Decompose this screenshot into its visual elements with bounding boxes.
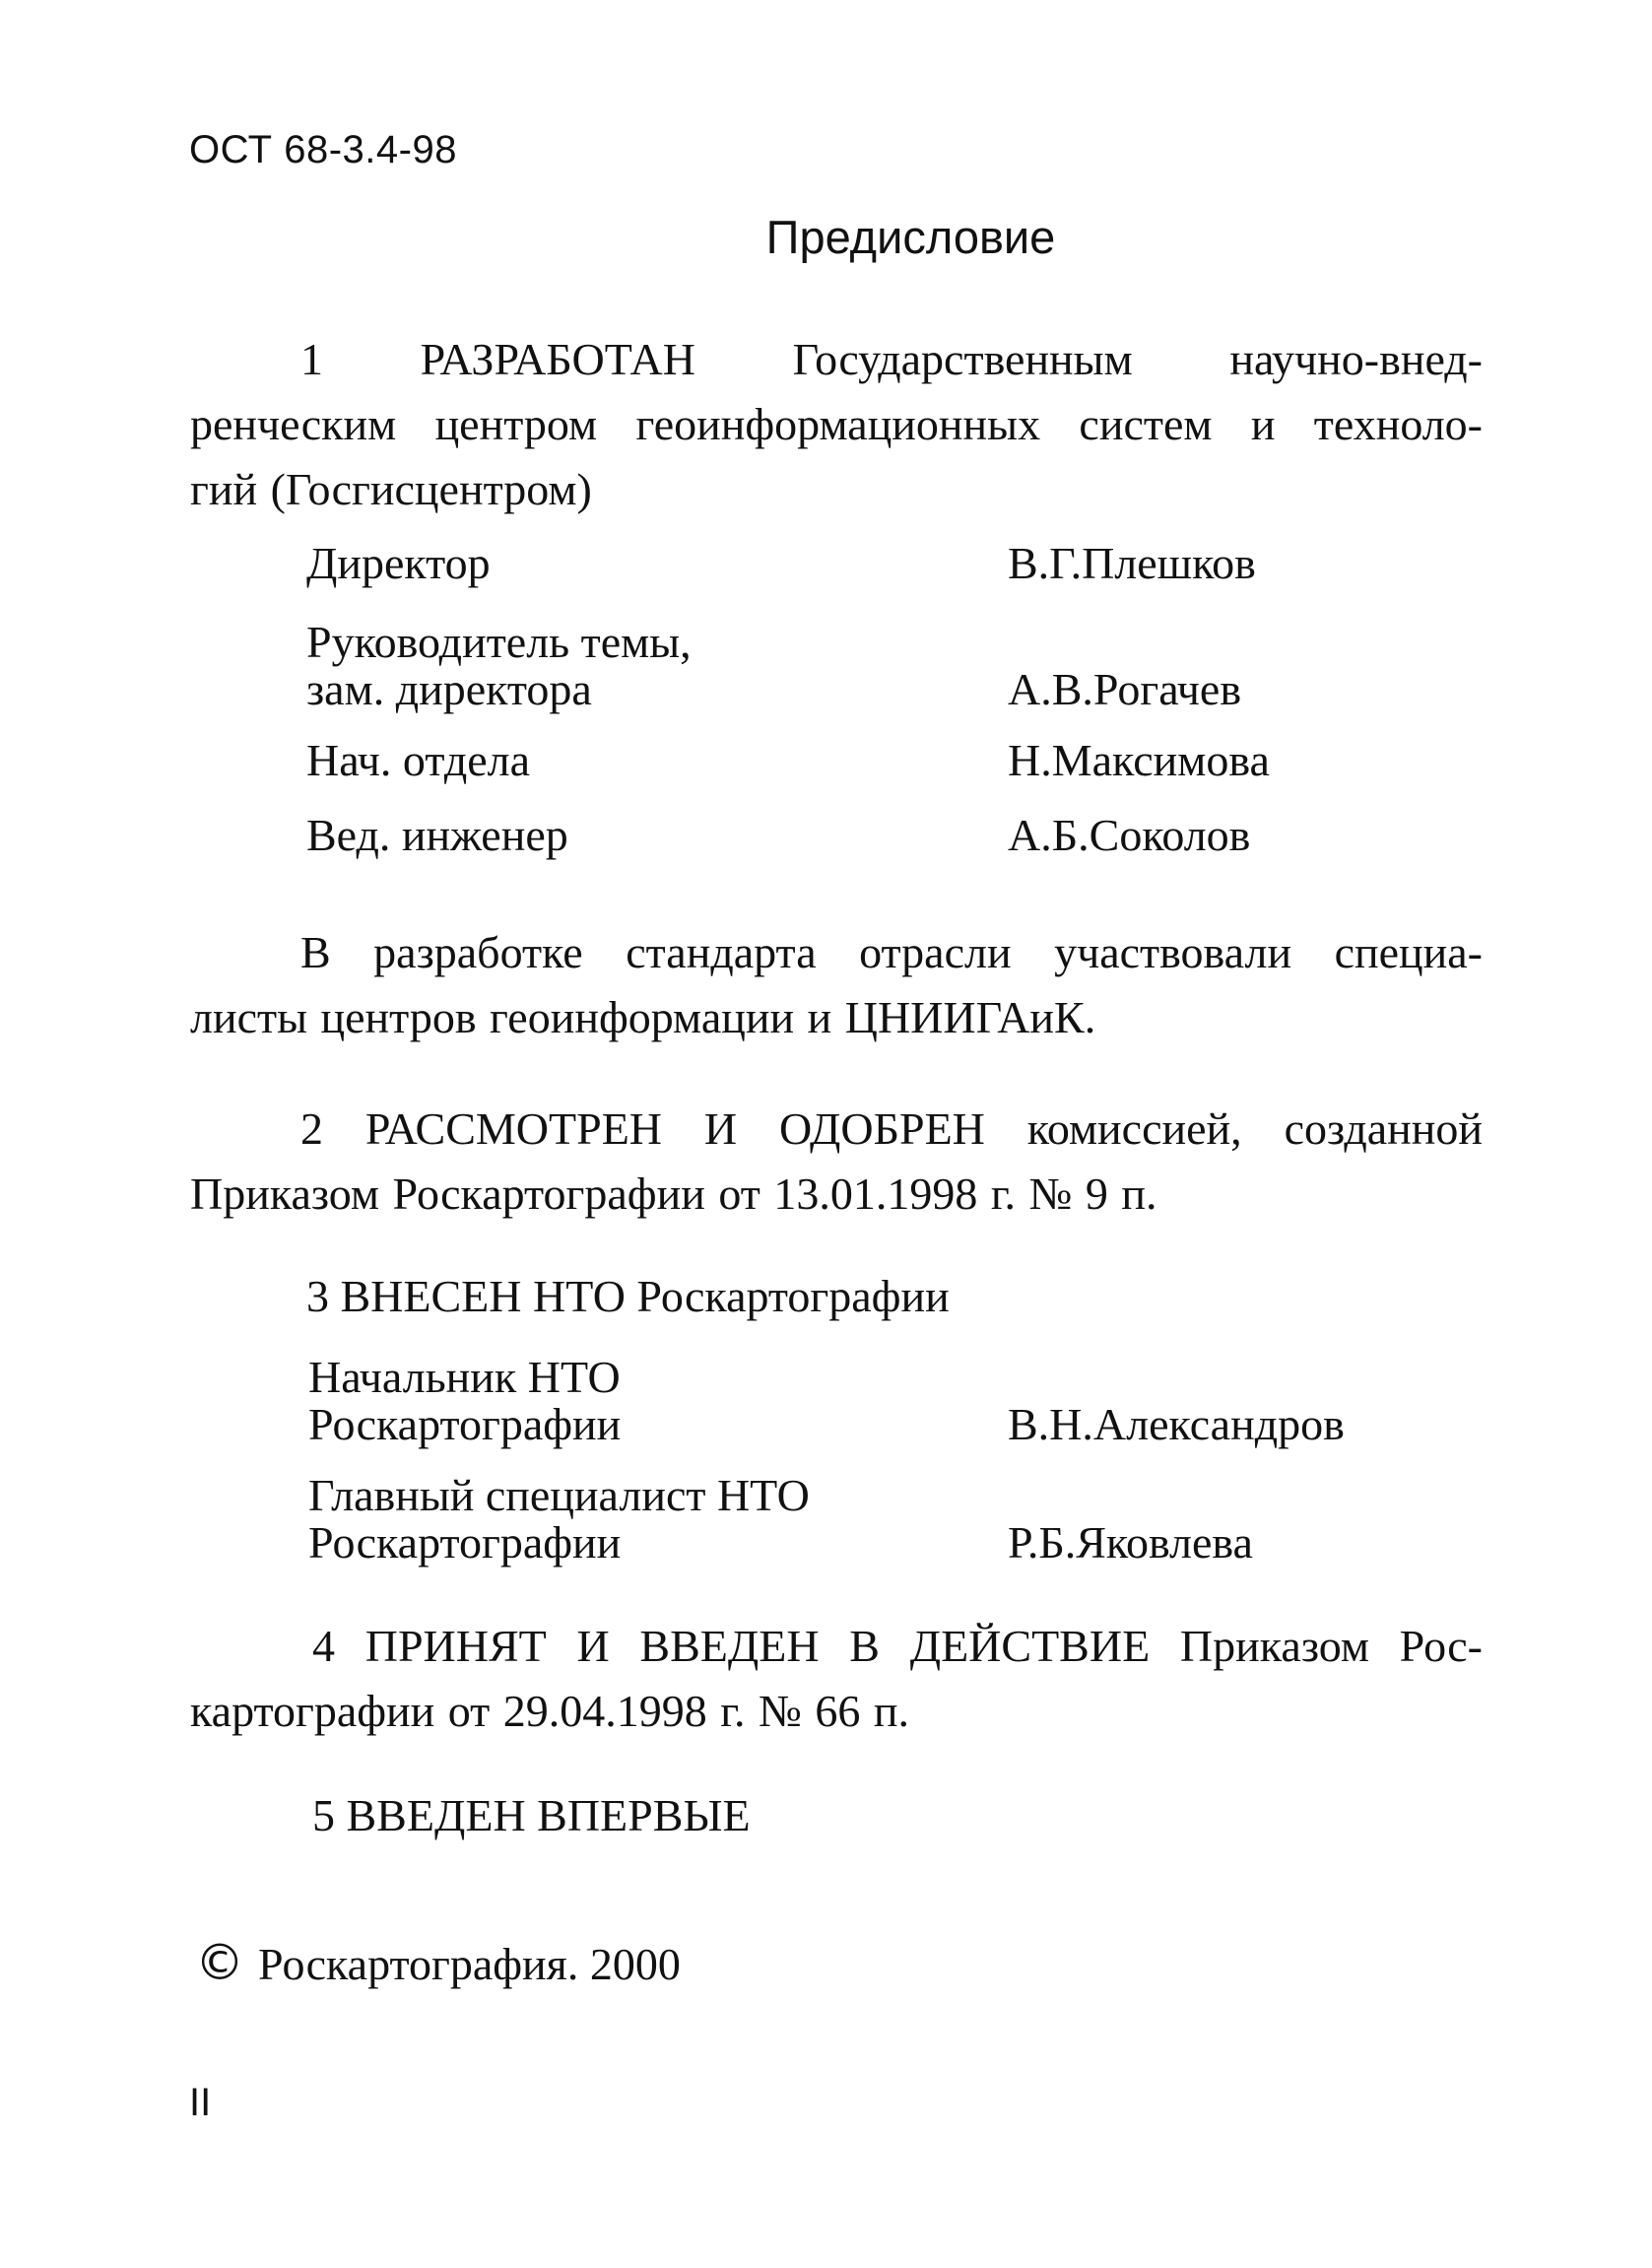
copyright-icon: © <box>195 1934 244 1991</box>
staff-role-theme-lead-line-2: зам. директора <box>306 664 592 714</box>
section-5-heading: 5 ВВЕДЕН ВПЕРВЫЕ <box>312 1790 751 1840</box>
staff-role-director: Директор <box>306 538 491 588</box>
section-2-line-2: Приказом Роскартографии от 13.01.1998 г. № 9 п. <box>190 1168 1157 1219</box>
staff-name-chief-specialist: Р.Б.Яковлева <box>1008 1517 1253 1568</box>
page-number: II <box>189 2081 212 2124</box>
staff-name-nto-head: В.Н.Александров <box>1008 1399 1345 1449</box>
staff-role-chief-specialist-line-1: Главный специалист НТО <box>308 1470 810 1520</box>
copyright-text: Роскартография. 2000 <box>258 1939 681 1989</box>
staff-role-lead-engineer: Вед. инженер <box>306 810 568 860</box>
staff-name-department-head: Н.Максимова <box>1008 735 1270 785</box>
document-code: ОСТ 68-3.4-98 <box>189 128 457 171</box>
section-3-heading: 3 ВНЕСЕН НТО Роскартографии <box>306 1271 950 1321</box>
section-1-line-1: 1 РАЗРАБОТАН Государственным научно-внед- <box>300 334 1483 384</box>
staff-role-department-head: Нач. отдела <box>306 735 531 785</box>
section-4-line-2: картографии от 29.04.1998 г. № 66 п. <box>190 1686 909 1736</box>
staff-name-director: В.Г.Плешков <box>1008 538 1256 588</box>
copyright-notice <box>195 1935 681 1992</box>
section-4-line-1: 4 ПРИНЯТ И ВВЕДЕН В ДЕЙСТВИЕ Приказом Рос- <box>312 1621 1483 1671</box>
staff-name-lead-engineer: А.Б.Соколов <box>1008 810 1251 860</box>
participants-line-2: листы центров геоинформации и ЦНИИГАиК. <box>190 992 1096 1042</box>
section-1-paragraph <box>190 327 1483 522</box>
participants-line-1: В разработке стандарта отрасли участвовали специа- <box>300 927 1483 977</box>
page-title: Предисловие <box>765 211 1056 263</box>
section-2-paragraph <box>190 1097 1483 1227</box>
staff-name-theme-lead: А.В.Рогачев <box>1008 664 1242 714</box>
section-2-line-1: 2 РАССМОТРЕН И ОДОБРЕН комиссией, созданной <box>300 1103 1483 1154</box>
staff-role-theme-lead-line-1: Руководитель темы, <box>306 617 692 667</box>
staff-role-nto-head-line-2: Роскартографии <box>308 1399 622 1449</box>
staff-role-nto-head-line-1: Начальник НТО <box>308 1352 621 1402</box>
participants-paragraph <box>190 920 1483 1050</box>
section-1-line-3: гий (Госгисцентром) <box>190 464 592 514</box>
section-4-paragraph <box>190 1614 1483 1744</box>
section-1-line-2: ренческим центром геоинформационных систем и техноло- <box>190 399 1483 449</box>
staff-role-chief-specialist-line-2: Роскартографии <box>308 1517 622 1568</box>
